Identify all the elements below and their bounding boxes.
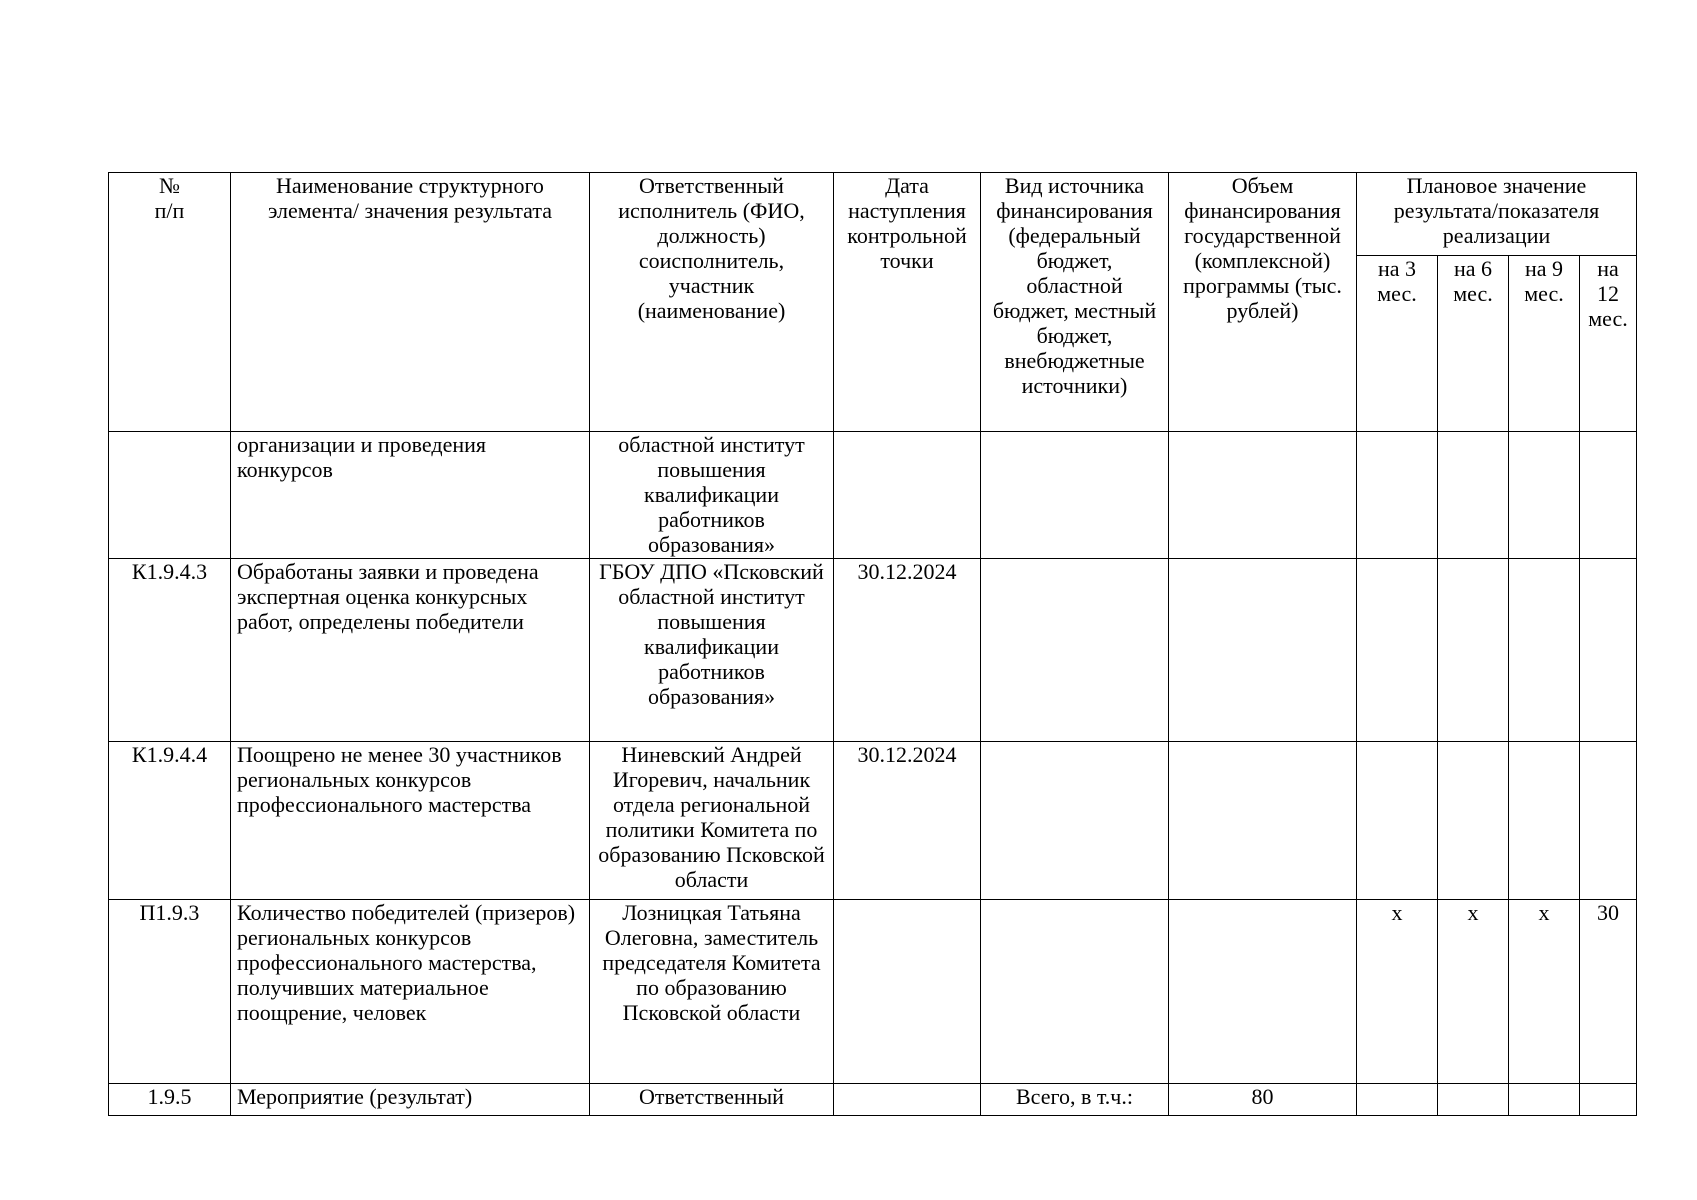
header-responsible xyxy=(590,173,834,432)
cell-m3 xyxy=(1357,559,1438,742)
table-row xyxy=(109,742,1637,900)
cell-responsible: областной институт повышения квалификации работников образования» xyxy=(590,432,834,559)
cell-date xyxy=(834,1084,981,1116)
cell-m3 xyxy=(1357,1084,1438,1116)
program-table xyxy=(108,172,1637,1116)
cell-m12 xyxy=(1580,742,1637,900)
header-m6-text: на 6 мес. xyxy=(1453,256,1493,306)
cell-source xyxy=(981,742,1169,900)
cell-m9 xyxy=(1509,1084,1580,1116)
table-row xyxy=(109,432,1637,559)
cell-volume xyxy=(1169,432,1357,559)
table-row xyxy=(109,559,1637,742)
cell-responsible: ГБОУ ДПО «Псковский областной институт повышения квалификации работников образования» xyxy=(590,559,834,742)
cell-m12 xyxy=(1580,559,1637,742)
cell-source: Всего, в т.ч.: xyxy=(981,1084,1169,1116)
header-planned xyxy=(1357,173,1637,256)
header-volume xyxy=(1169,173,1357,432)
cell-m3 xyxy=(1357,742,1438,900)
cell-m12: 30 xyxy=(1580,900,1637,1084)
cell-date xyxy=(834,900,981,1084)
header-m6 xyxy=(1438,256,1509,432)
header-m9 xyxy=(1509,256,1580,432)
header-num xyxy=(109,173,231,432)
cell-m9 xyxy=(1509,432,1580,559)
table-row xyxy=(109,900,1637,1084)
cell-responsible: Ответственный xyxy=(590,1084,834,1116)
header-name-text: Наименование структурного элемента/ значения результата xyxy=(267,173,553,223)
header-m9-text: на 9 мес. xyxy=(1524,256,1564,306)
cell-responsible: Ниневский Андрей Игоревич, начальник отдела региональной политики Комитета по образованию Псковской области xyxy=(590,742,834,900)
cell-responsible: Лозницкая Татьяна Олеговна, заместитель председателя Комитета по образованию Псковской области xyxy=(590,900,834,1084)
cell-m3: х xyxy=(1357,900,1438,1084)
table-row xyxy=(109,1084,1637,1116)
cell-m3 xyxy=(1357,432,1438,559)
cell-m6 xyxy=(1438,559,1509,742)
header-num-text: № п/п xyxy=(154,173,185,223)
header-source xyxy=(981,173,1169,432)
cell-volume xyxy=(1169,742,1357,900)
cell-name: Обработаны заявки и проведена экспертная оценка конкурсных работ, определены победители xyxy=(231,559,590,742)
cell-volume xyxy=(1169,900,1357,1084)
cell-num: К1.9.4.4 xyxy=(109,742,231,900)
cell-m9: х xyxy=(1509,900,1580,1084)
header-volume-text: Объем финансирования государственной (комплексной) программы (тыс. рублей) xyxy=(1183,173,1342,323)
cell-source xyxy=(981,432,1169,559)
cell-m6 xyxy=(1438,742,1509,900)
header-date-text: Дата наступления контрольной точки xyxy=(847,173,967,273)
header-responsible-text: Ответственный исполнитель (ФИО, должность) соисполнитель, участник (наименование) xyxy=(618,173,805,323)
header-date xyxy=(834,173,981,432)
cell-name: Мероприятие (результат) xyxy=(231,1084,590,1116)
cell-m12 xyxy=(1580,1084,1637,1116)
cell-name: Количество победителей (призеров) региональных конкурсов профессионального мастерства, получивших материальное поощрение, человек xyxy=(231,900,590,1084)
cell-date: 30.12.2024 xyxy=(834,559,981,742)
cell-source xyxy=(981,900,1169,1084)
header-m3 xyxy=(1357,256,1438,432)
cell-m9 xyxy=(1509,559,1580,742)
cell-volume xyxy=(1169,559,1357,742)
header-m3-text: на 3 мес. xyxy=(1377,256,1417,306)
cell-m6 xyxy=(1438,1084,1509,1116)
cell-num: К1.9.4.3 xyxy=(109,559,231,742)
cell-num: П1.9.3 xyxy=(109,900,231,1084)
cell-source xyxy=(981,559,1169,742)
cell-m12 xyxy=(1580,432,1637,559)
cell-num xyxy=(109,432,231,559)
header-source-text: Вид источника финансирования (федеральный бюджет, областной бюджет, местный бюджет, внебюджетные источники) xyxy=(992,173,1157,398)
header-planned-text: Плановое значение результата/показателя реализации xyxy=(1393,173,1600,248)
cell-num: 1.9.5 xyxy=(109,1084,231,1116)
cell-name: Поощрено не менее 30 участников региональных конкурсов профессионального мастерства xyxy=(231,742,590,900)
cell-volume: 80 xyxy=(1169,1084,1357,1116)
cell-m6 xyxy=(1438,432,1509,559)
cell-date: 30.12.2024 xyxy=(834,742,981,900)
cell-m6: х xyxy=(1438,900,1509,1084)
cell-m9 xyxy=(1509,742,1580,900)
header-m12 xyxy=(1580,256,1637,432)
cell-name: организации и проведения конкурсов xyxy=(231,432,590,559)
header-m12-text: на 12 мес. xyxy=(1588,256,1628,331)
header-name xyxy=(231,173,590,432)
cell-date xyxy=(834,432,981,559)
